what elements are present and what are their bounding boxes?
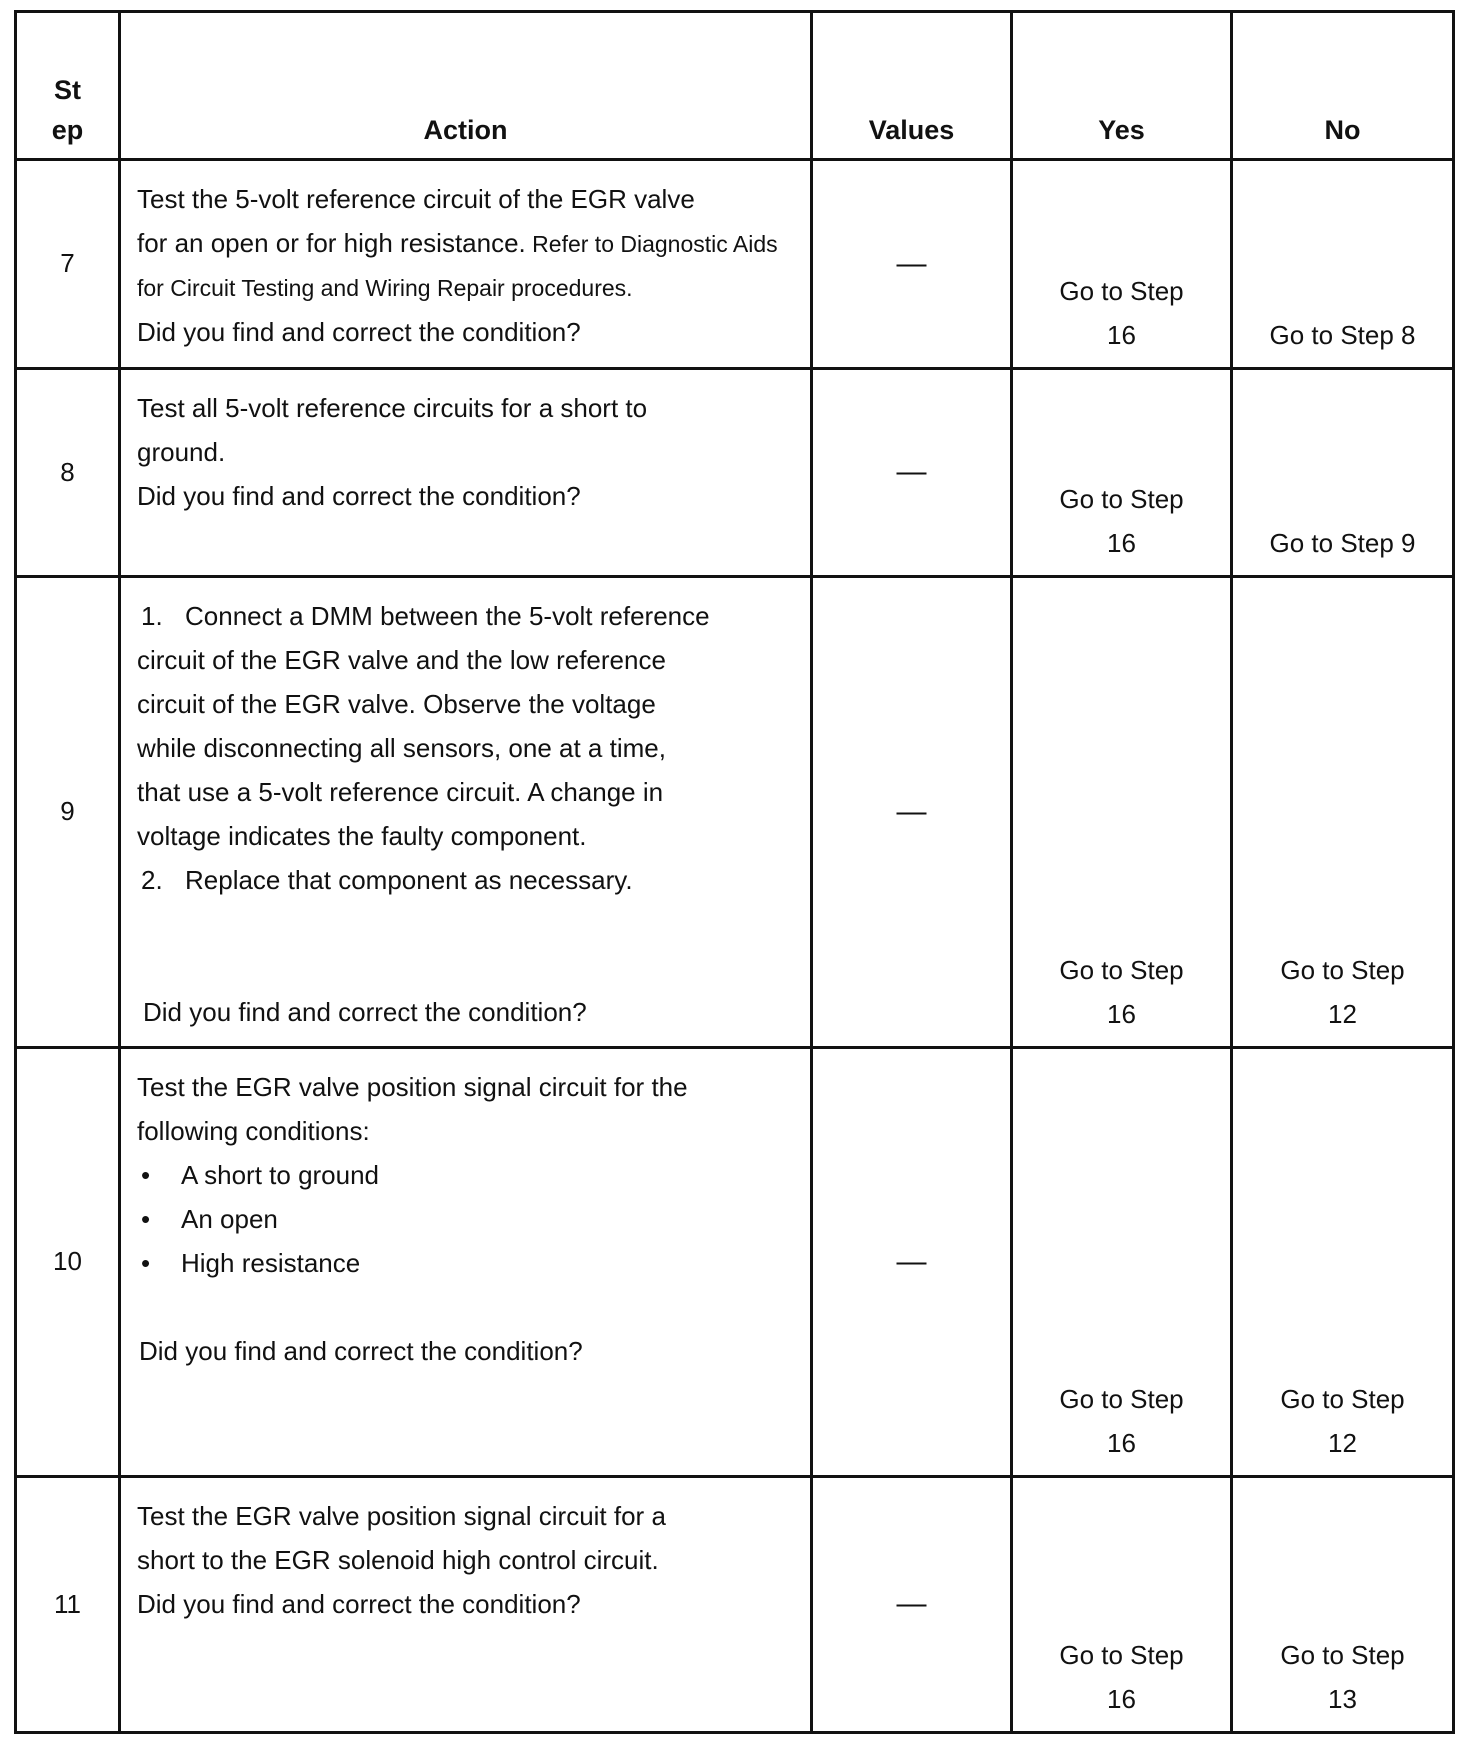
no-link[interactable]: Go to Step 12 [1280, 954, 1405, 1029]
yes-cell [1012, 368, 1232, 576]
spacer [137, 1285, 806, 1329]
action-text [137, 221, 806, 266]
step-number: 11 [16, 1476, 120, 1732]
item-text: while disconnecting all sensors, one at a time, [137, 732, 666, 763]
header-values: Values [812, 12, 1012, 160]
table-row [16, 1476, 1454, 1732]
value-cell: — [812, 160, 1012, 368]
step-number: 7 [16, 160, 120, 368]
action-text: Test all 5-volt reference circuits for a short to [137, 392, 648, 423]
no-link[interactable]: Go to Step 9 [1269, 527, 1416, 558]
action-question: Did you find and correct the condition? [137, 1588, 581, 1619]
action-reference-text: Refer to Diagnostic Aids [525, 231, 778, 258]
numbered-item [137, 858, 806, 902]
bullet-icon: • [141, 1159, 151, 1190]
item-text: that use a 5-volt reference circuit. A change in [137, 776, 664, 807]
action-cell [120, 368, 812, 576]
bullet-text: An open [181, 1203, 278, 1234]
action-question: Did you find and correct the condition? [137, 480, 581, 511]
bullet-item [137, 1197, 806, 1241]
action-cell [120, 1476, 812, 1732]
yes-link[interactable]: Go to Step 16 [1059, 1383, 1184, 1458]
item-number: 1. [141, 600, 163, 631]
value-cell: — [812, 1476, 1012, 1732]
no-link[interactable]: Go to Step 12 [1280, 1383, 1405, 1458]
header-row [16, 12, 1454, 160]
bullet-item [137, 1241, 806, 1285]
bullet-text: A short to ground [181, 1159, 380, 1190]
item-text: circuit of the EGR valve. Observe the voltage [137, 688, 656, 719]
action-question: Did you find and correct the condition? [139, 1335, 583, 1366]
header-no: No [1232, 12, 1454, 160]
yes-cell [1012, 160, 1232, 368]
step-number: 8 [16, 368, 120, 576]
action-text: Test the EGR valve position signal circuit for a [137, 1500, 666, 1531]
no-cell [1232, 368, 1454, 576]
action-text: short to the EGR solenoid high control circuit. [137, 1544, 659, 1575]
yes-cell [1012, 1476, 1232, 1732]
header-step-label: St ep [51, 75, 84, 146]
header-yes: Yes [1012, 12, 1232, 160]
bullet-icon: • [141, 1247, 151, 1278]
yes-link[interactable]: Go to Step 16 [1059, 954, 1184, 1029]
step-number: 10 [16, 1047, 120, 1476]
header-step [16, 12, 120, 160]
action-text-part: for an open or for high resistance. [137, 228, 526, 259]
bullet-icon: • [141, 1203, 151, 1234]
step-number: 9 [16, 576, 120, 1047]
action-cell [120, 576, 812, 1047]
table-row [16, 1047, 1454, 1476]
item-text: circuit of the EGR valve and the low reference [137, 644, 666, 675]
action-cell [120, 160, 812, 368]
action-question: Did you find and correct the condition? [137, 317, 581, 348]
yes-cell [1012, 576, 1232, 1047]
bullet-text: High resistance [181, 1247, 361, 1278]
action-cell [120, 1047, 812, 1476]
value-cell: — [812, 1047, 1012, 1476]
header-action: Action [120, 12, 812, 160]
action-reference-text: for Circuit Testing and Wiring Repair procedures. [137, 275, 633, 302]
spacer [137, 902, 806, 946]
value-cell: — [812, 368, 1012, 576]
value-cell: — [812, 576, 1012, 1047]
no-cell [1232, 1047, 1454, 1476]
no-cell [1232, 1476, 1454, 1732]
action-question: Did you find and correct the condition? [143, 996, 587, 1027]
yes-cell [1012, 1047, 1232, 1476]
bullet-item [137, 1153, 806, 1197]
item-text: Connect a DMM between the 5-volt reference [185, 600, 710, 631]
action-text: Test the EGR valve position signal circuit for the [137, 1071, 688, 1102]
item-number: 2. [141, 864, 163, 895]
item-text: Replace that component as necessary. [185, 864, 633, 895]
diagnostic-table [14, 10, 1455, 1734]
yes-link[interactable]: Go to Step 16 [1059, 275, 1184, 350]
action-text: ground. [137, 436, 226, 467]
table-row [16, 160, 1454, 368]
no-cell [1232, 160, 1454, 368]
item-text: voltage indicates the faulty component. [137, 820, 587, 851]
action-text: following conditions: [137, 1115, 370, 1146]
table-row [16, 576, 1454, 1047]
table-row [16, 368, 1454, 576]
action-text: Test the 5-volt reference circuit of the EGR valve [137, 184, 695, 215]
no-link[interactable]: Go to Step 13 [1280, 1640, 1405, 1714]
no-link[interactable]: Go to Step 8 [1269, 319, 1416, 350]
spacer [137, 946, 806, 990]
no-cell [1232, 576, 1454, 1047]
numbered-item [137, 594, 806, 638]
yes-link[interactable]: Go to Step 16 [1059, 1640, 1184, 1714]
yes-link[interactable]: Go to Step 16 [1059, 483, 1184, 558]
